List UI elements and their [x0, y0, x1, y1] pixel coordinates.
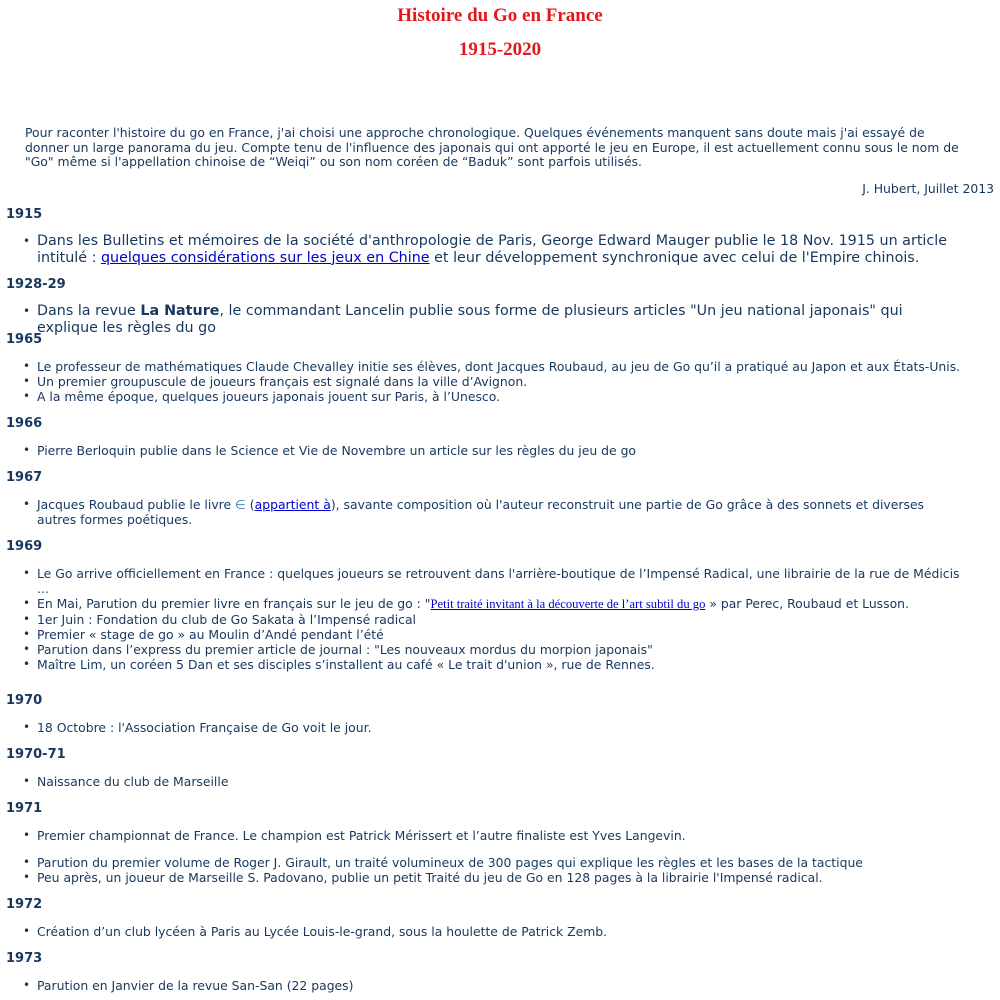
element-of-symbol: ∈: [235, 497, 246, 512]
events-1971-b: [0, 855, 962, 885]
event-text: , le commandant Lancelin publie sous forme de plusieurs articles "Un jeu national japonais" qui explique les règles du go: [37, 303, 903, 336]
year-heading-1965: 1965: [6, 332, 43, 347]
list-item: • A la même époque, quelques joueurs japonais jouent sur Paris, à l’Unesco.: [0, 389, 962, 404]
events-1969: [0, 566, 962, 672]
year-heading-1966: 1966: [6, 416, 43, 431]
page-title: Histoire du Go en France: [397, 5, 603, 26]
year-heading-1972: 1972: [6, 897, 43, 912]
list-item: • Premier championnat de France. Le champion est Patrick Mérissert et l’autre finaliste est Yves Langevin.: [0, 828, 962, 843]
events-1971-a: [0, 828, 962, 843]
author-signature: J. Hubert, Juillet 2013: [862, 181, 994, 196]
link-appartient-a[interactable]: appartient à: [254, 497, 331, 512]
events-1967: [0, 497, 962, 527]
list-item: • Peu après, un joueur de Marseille S. Padovano, publie un petit Traité du jeu de Go en 128 pages à la librairie l'Impensé radical.: [0, 870, 962, 885]
list-item: [0, 497, 962, 527]
events-1970-71: [0, 774, 962, 789]
link-jeux-en-chine[interactable]: quelques considérations sur les jeux en Chine: [100, 249, 430, 266]
event-text: et leur développement synchronique avec celui de l'Empire chinois.: [429, 249, 920, 266]
list-item: • Parution du premier volume de Roger J. Girault, un traité volumineux de 300 pages qui explique les règles et les bases de la tactique: [0, 855, 962, 870]
list-item: • 1er Juin : Fondation du club de Go Sakata à l’Impensé radical: [0, 612, 962, 627]
events-1965: [0, 359, 962, 404]
event-text: ), savante composition où l'auteur reconstruit une partie de Go grâce à des sonnets et diverses autres formes poétiques.: [37, 497, 924, 527]
events-1972: [0, 924, 962, 939]
events-1915: [0, 233, 962, 266]
list-item: • Premier « stage de go » au Moulin d’Andé pendant l’été: [0, 627, 962, 642]
year-heading-1970: 1970: [6, 693, 43, 708]
list-item: • Pierre Berloquin publie dans le Science et Vie de Novembre un article sur les règles du jeu de go: [0, 443, 962, 458]
event-text: Jacques Roubaud publie le livre: [37, 497, 236, 512]
list-item: • Le professeur de mathématiques Claude Chevalley initie ses élèves, dont Jacques Roubaud, au jeu de Go qu’il a pratiqué au Japon et aux États-Unis.: [0, 359, 962, 374]
event-text: Dans la revue: [37, 303, 141, 319]
list-item: • Parution dans l’express du premier article de journal : "Les nouveaux mordus du morpion japonais": [0, 642, 962, 657]
year-heading-1915: 1915: [6, 207, 43, 222]
year-heading-1971: 1971: [6, 801, 43, 816]
list-item: • Parution en Janvier de la revue San-San (22 pages): [0, 978, 962, 993]
list-item: [0, 303, 962, 336]
list-item: [0, 596, 962, 612]
year-heading-1967: 1967: [6, 470, 43, 485]
list-item: • Maître Lim, un coréen 5 Dan et ses disciples s’installent au café « Le trait d'union », rue de Rennes.: [0, 657, 962, 672]
event-text: (: [245, 497, 255, 512]
events-1970: [0, 720, 962, 735]
events-1966: [0, 443, 962, 458]
list-item: • Un premier groupuscule de joueurs français est signalé dans la ville d’Avignon.: [0, 374, 962, 389]
list-item: [0, 233, 962, 266]
events-1973: [0, 978, 962, 993]
intro-paragraph: Pour raconter l'histoire du go en France, j'ai choisi une approche chronologique. Quelques événements manquent sans doute mais j'ai essayé de donner un large panorama du jeu. Compte tenu de l'influence des japonais qui ont apporté le jeu en Europe, il est actuellement connu sous le nom de "Go" même si l'appellation chinoise de “Weiqi” ou son nom coréen de “Baduk” sont parfois utilisés.: [25, 125, 959, 169]
list-item: • Création d’un club lycéen à Paris au Lycée Louis-le-grand, sous la houlette de Patrick Zemb.: [0, 924, 962, 939]
year-heading-1970-71: 1970-71: [6, 747, 66, 762]
page-subtitle-period: 1915-2020: [458, 39, 542, 60]
event-text: » par Perec, Roubaud et Lusson.: [705, 596, 909, 611]
list-item: • Le Go arrive officiellement en France : quelques joueurs se retrouvent dans l'arrière-boutique de l’Impensé Radical, une librairie de la rue de Médicis ...: [0, 566, 962, 596]
list-item: • Naissance du club de Marseille: [0, 774, 962, 789]
journal-name: La Nature: [140, 303, 220, 319]
link-petit-traite[interactable]: Petit traité invitant à la découverte de l’art subtil du go: [430, 597, 706, 611]
year-heading-1969: 1969: [6, 539, 43, 554]
year-heading-1973: 1973: [6, 951, 43, 966]
events-1928-29: [0, 303, 962, 336]
year-heading-1928-29: 1928-29: [6, 277, 66, 292]
event-text: En Mai, Parution du premier livre en français sur le jeu de go : ": [37, 596, 431, 611]
list-item: • 18 Octobre : l'Association Française de Go voit le jour.: [0, 720, 962, 735]
event-text: Dans les Bulletins et mémoires de la société d'anthropologie de Paris, George Edward Mauger publie le 18 Nov. 1915 un article intitulé :: [37, 233, 948, 266]
